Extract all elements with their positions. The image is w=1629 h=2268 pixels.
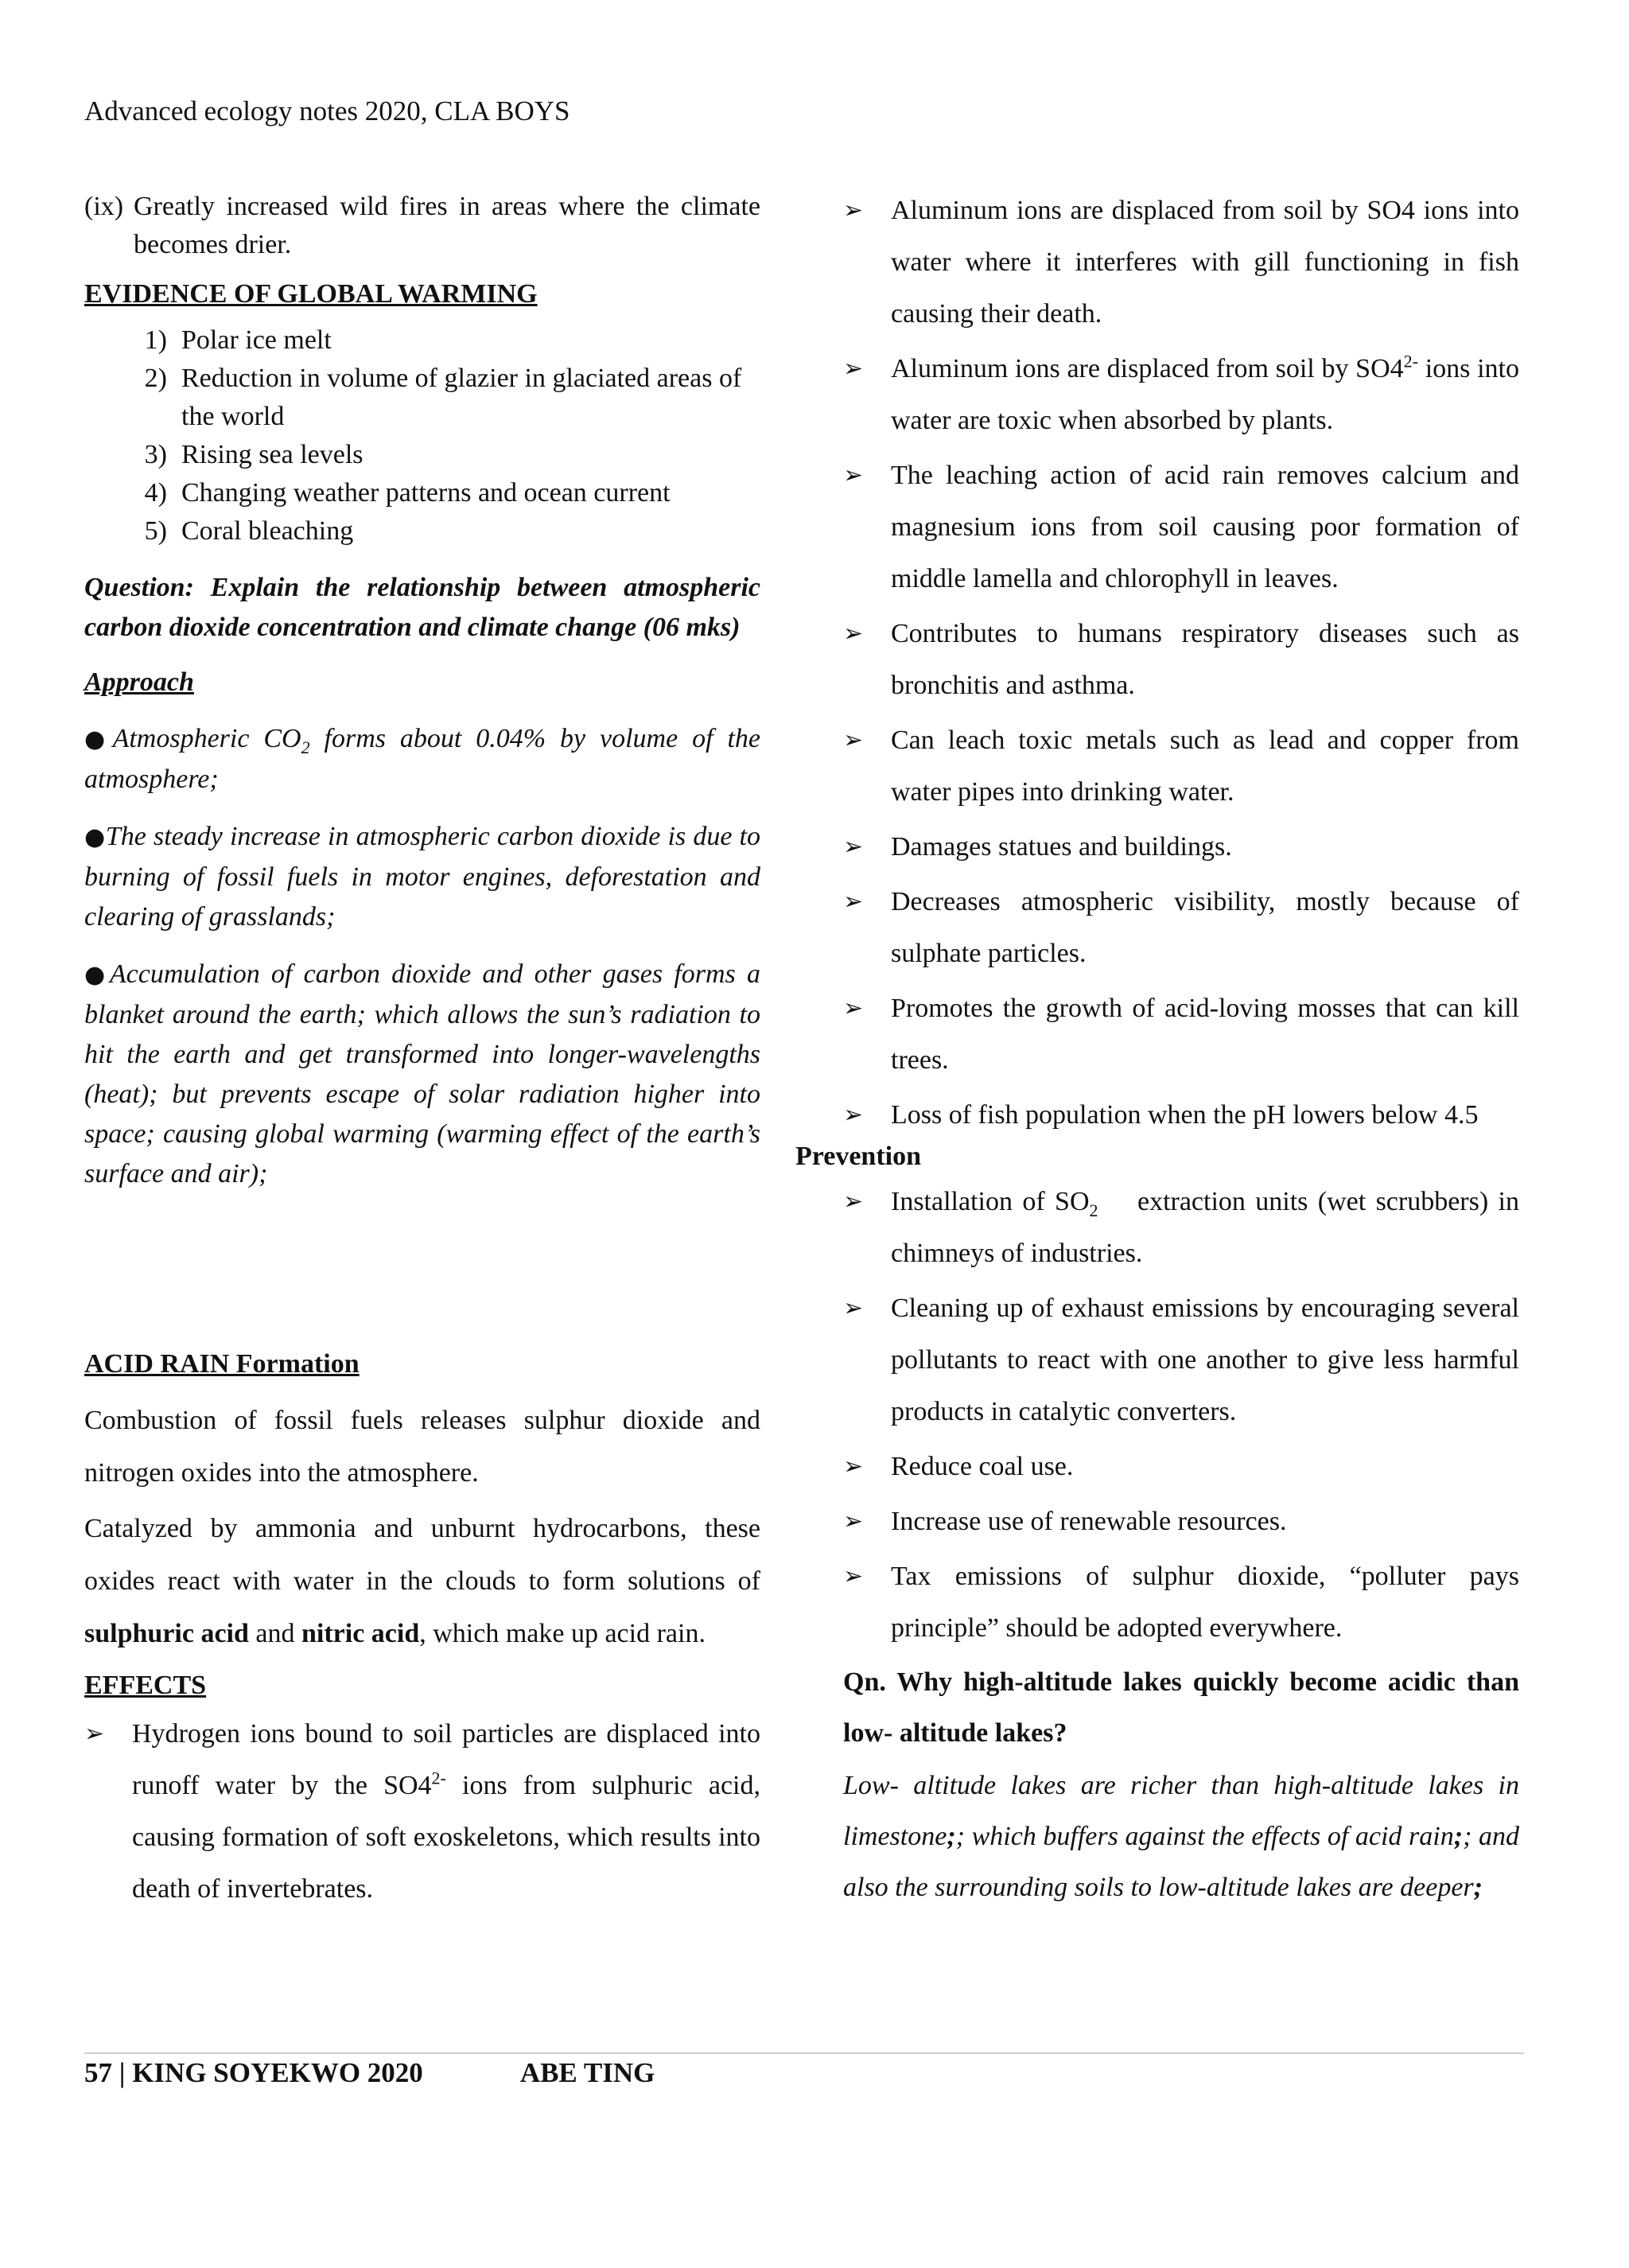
arrow-icon: ➢ bbox=[843, 620, 864, 648]
list-item bbox=[84, 360, 760, 436]
prevention-list bbox=[795, 1176, 1526, 1654]
question-text: Question: Explain the relationship between atmospheric carbon dioxide concentration and climate change (06 mks) bbox=[84, 573, 760, 642]
item-text: Damages statues and buildings. bbox=[891, 832, 1232, 862]
bullet-icon: ● bbox=[84, 726, 113, 753]
approach-heading: Approach bbox=[84, 667, 194, 697]
item-text: Greatly increased wild fires in areas where the climate becomes drier. bbox=[134, 192, 760, 259]
item-text: Contributes to humans respiratory diseases such as bronchitis and asthma. bbox=[891, 619, 1519, 700]
item-text: Cleaning up of exhaust emissions by encouraging several pollutants to react with one another to give less harmful products in catalytic converters. bbox=[891, 1293, 1519, 1426]
list-item bbox=[84, 474, 760, 512]
arrow-icon: ➢ bbox=[843, 461, 864, 489]
item-text: Hydrogen ions bound to soil particles are displaced into runoff water by the $SO4^{2-}$ ions from sulphuric acid, causing formation of soft exoskeletons, which results into death of invertebrates. bbox=[132, 1719, 760, 1904]
item-text: Coral bleaching bbox=[181, 516, 354, 546]
left-column bbox=[84, 188, 760, 1918]
item-number: 5) bbox=[144, 516, 167, 546]
list-item bbox=[84, 188, 760, 264]
effects-list-left bbox=[84, 1708, 760, 1915]
arrow-icon: ➢ bbox=[843, 1188, 864, 1216]
item-text: Increase use of renewable resources. bbox=[891, 1507, 1287, 1536]
prevention-heading: Prevention bbox=[795, 1142, 922, 1171]
approach-point-3: ●Accumulation of carbon dioxide and other gases forms a blanket around the earth; which allows the sun’s radiation to hit the earth and get transformed into longer-wavelengths (heat); but prevents escape of solar radiation higher into space; causing global warming (warming effect of the earth’s surface and air); bbox=[84, 959, 760, 1188]
item-number: 2) bbox=[144, 364, 167, 393]
list-item bbox=[843, 1496, 1519, 1547]
list-item bbox=[843, 1089, 1519, 1141]
arrow-icon: ➢ bbox=[843, 833, 864, 861]
acid-rain-paragraph-2: Catalyzed by ammonia and unburnt hydrocarbons, these oxides react with water in the clouds to form solutions of sulphuric acid and nitric acid, which make up acid rain. bbox=[84, 1514, 760, 1648]
item-text: Tax emissions of sulphur dioxide, “polluter pays principle” should be adopted everywhere. bbox=[891, 1562, 1519, 1643]
acid-rain-heading: ACID RAIN Formation bbox=[84, 1349, 360, 1379]
arrow-icon: ➢ bbox=[843, 196, 864, 224]
list-item bbox=[84, 436, 760, 474]
effects-list-right bbox=[795, 185, 1519, 1141]
item-number: (ix) bbox=[84, 192, 124, 221]
item-text: Installation of $SO_2$ extraction units (wet scrubbers) in chimneys of industries. bbox=[891, 1187, 1526, 1268]
page-header: Advanced ecology notes 2020, CLA BOYS bbox=[84, 95, 570, 126]
item-text: The leaching action of acid rain removes calcium and magnesium ions from soil causing poor formation of middle lamella and chlorophyll in leaves. bbox=[891, 461, 1519, 593]
right-column bbox=[795, 188, 1526, 1913]
item-text: Can leach toxic metals such as lead and copper from water pipes into drinking water. bbox=[891, 726, 1519, 807]
item-text: Loss of fish population when the pH lowers below 4.5 bbox=[891, 1100, 1479, 1130]
item-number: 4) bbox=[144, 478, 167, 508]
evidence-list bbox=[84, 321, 760, 550]
list-item bbox=[843, 1282, 1519, 1437]
effects-heading: EFFECTS bbox=[84, 1671, 207, 1700]
list-item bbox=[84, 512, 760, 550]
bullet-icon: ● bbox=[84, 823, 106, 851]
footer-page-label: 57 | KING SOYEKWO 2020 bbox=[84, 2057, 423, 2088]
item-text: Reduction in volume of glazier in glaciated areas of the world bbox=[181, 364, 742, 431]
item-number: 3) bbox=[144, 440, 167, 469]
item-text: Aluminum ions are displaced from soil by $SO4^{2-}$ ions into water are toxic when absorbed by plants. bbox=[891, 351, 1519, 435]
acid-rain-paragraph-1: Combustion of fossil fuels releases sulphur dioxide and nitrogen oxides into the atmosphere. bbox=[84, 1406, 760, 1488]
item-text: Promotes the growth of acid-loving mosses that can kill trees. bbox=[891, 994, 1519, 1075]
arrow-icon: ➢ bbox=[843, 355, 864, 383]
item-text: Changing weather patterns and ocean current bbox=[181, 478, 671, 508]
arrow-icon: ➢ bbox=[843, 1101, 864, 1129]
evidence-heading: EVIDENCE OF GLOBAL WARMING bbox=[84, 279, 538, 309]
item-number: 1) bbox=[144, 325, 167, 355]
list-item bbox=[843, 608, 1519, 711]
list-item bbox=[843, 1441, 1519, 1492]
item-text: Aluminum ions are displaced from soil by SO4 ions into water where it interferes with gill functioning in fish causing their death. bbox=[891, 196, 1519, 329]
arrow-icon: ➢ bbox=[84, 1720, 105, 1748]
item-text: Decreases atmospheric visibility, mostly because of sulphate particles. bbox=[891, 887, 1519, 968]
approach-point-1: ●Atmospheric $CO_2$ forms about 0.04% by volume of the atmosphere; bbox=[84, 724, 760, 794]
page-footer bbox=[84, 2054, 655, 2092]
list-item bbox=[843, 343, 1519, 446]
qn-answer: Low- altitude lakes are richer than high-altitude lakes in limestone;; which buffers against the effects of acid rain;; and also the surrounding soils to low-altitude lakes are deeper; bbox=[843, 1771, 1520, 1902]
list-item bbox=[843, 185, 1519, 340]
list-item bbox=[843, 1176, 1526, 1279]
arrow-icon: ➢ bbox=[843, 1562, 864, 1590]
list-item bbox=[843, 876, 1519, 979]
bullet-icon: ● bbox=[84, 961, 110, 989]
arrow-icon: ➢ bbox=[843, 994, 864, 1022]
arrow-icon: ➢ bbox=[843, 726, 864, 754]
list-item bbox=[84, 321, 760, 360]
footer-author: ABE TING bbox=[519, 2057, 655, 2088]
list-item bbox=[843, 449, 1519, 605]
item-text: Rising sea levels bbox=[181, 440, 364, 469]
arrow-icon: ➢ bbox=[843, 1294, 864, 1322]
list-item bbox=[84, 1708, 760, 1915]
list-item bbox=[843, 1550, 1519, 1654]
arrow-icon: ➢ bbox=[843, 888, 864, 916]
list-item bbox=[843, 821, 1519, 873]
arrow-icon: ➢ bbox=[843, 1507, 864, 1535]
arrow-icon: ➢ bbox=[843, 1453, 864, 1480]
item-text: Polar ice melt bbox=[181, 325, 332, 355]
list-item bbox=[843, 982, 1519, 1086]
list-item bbox=[843, 714, 1519, 818]
qn-text: Qn. Why high-altitude lakes quickly become acidic than low- altitude lakes? bbox=[843, 1667, 1519, 1748]
item-text: Reduce coal use. bbox=[891, 1452, 1074, 1481]
approach-point-2: ●The steady increase in atmospheric carbon dioxide is due to burning of fossil fuels in motor engines, deforestation and clearing of grasslands; bbox=[84, 822, 760, 932]
